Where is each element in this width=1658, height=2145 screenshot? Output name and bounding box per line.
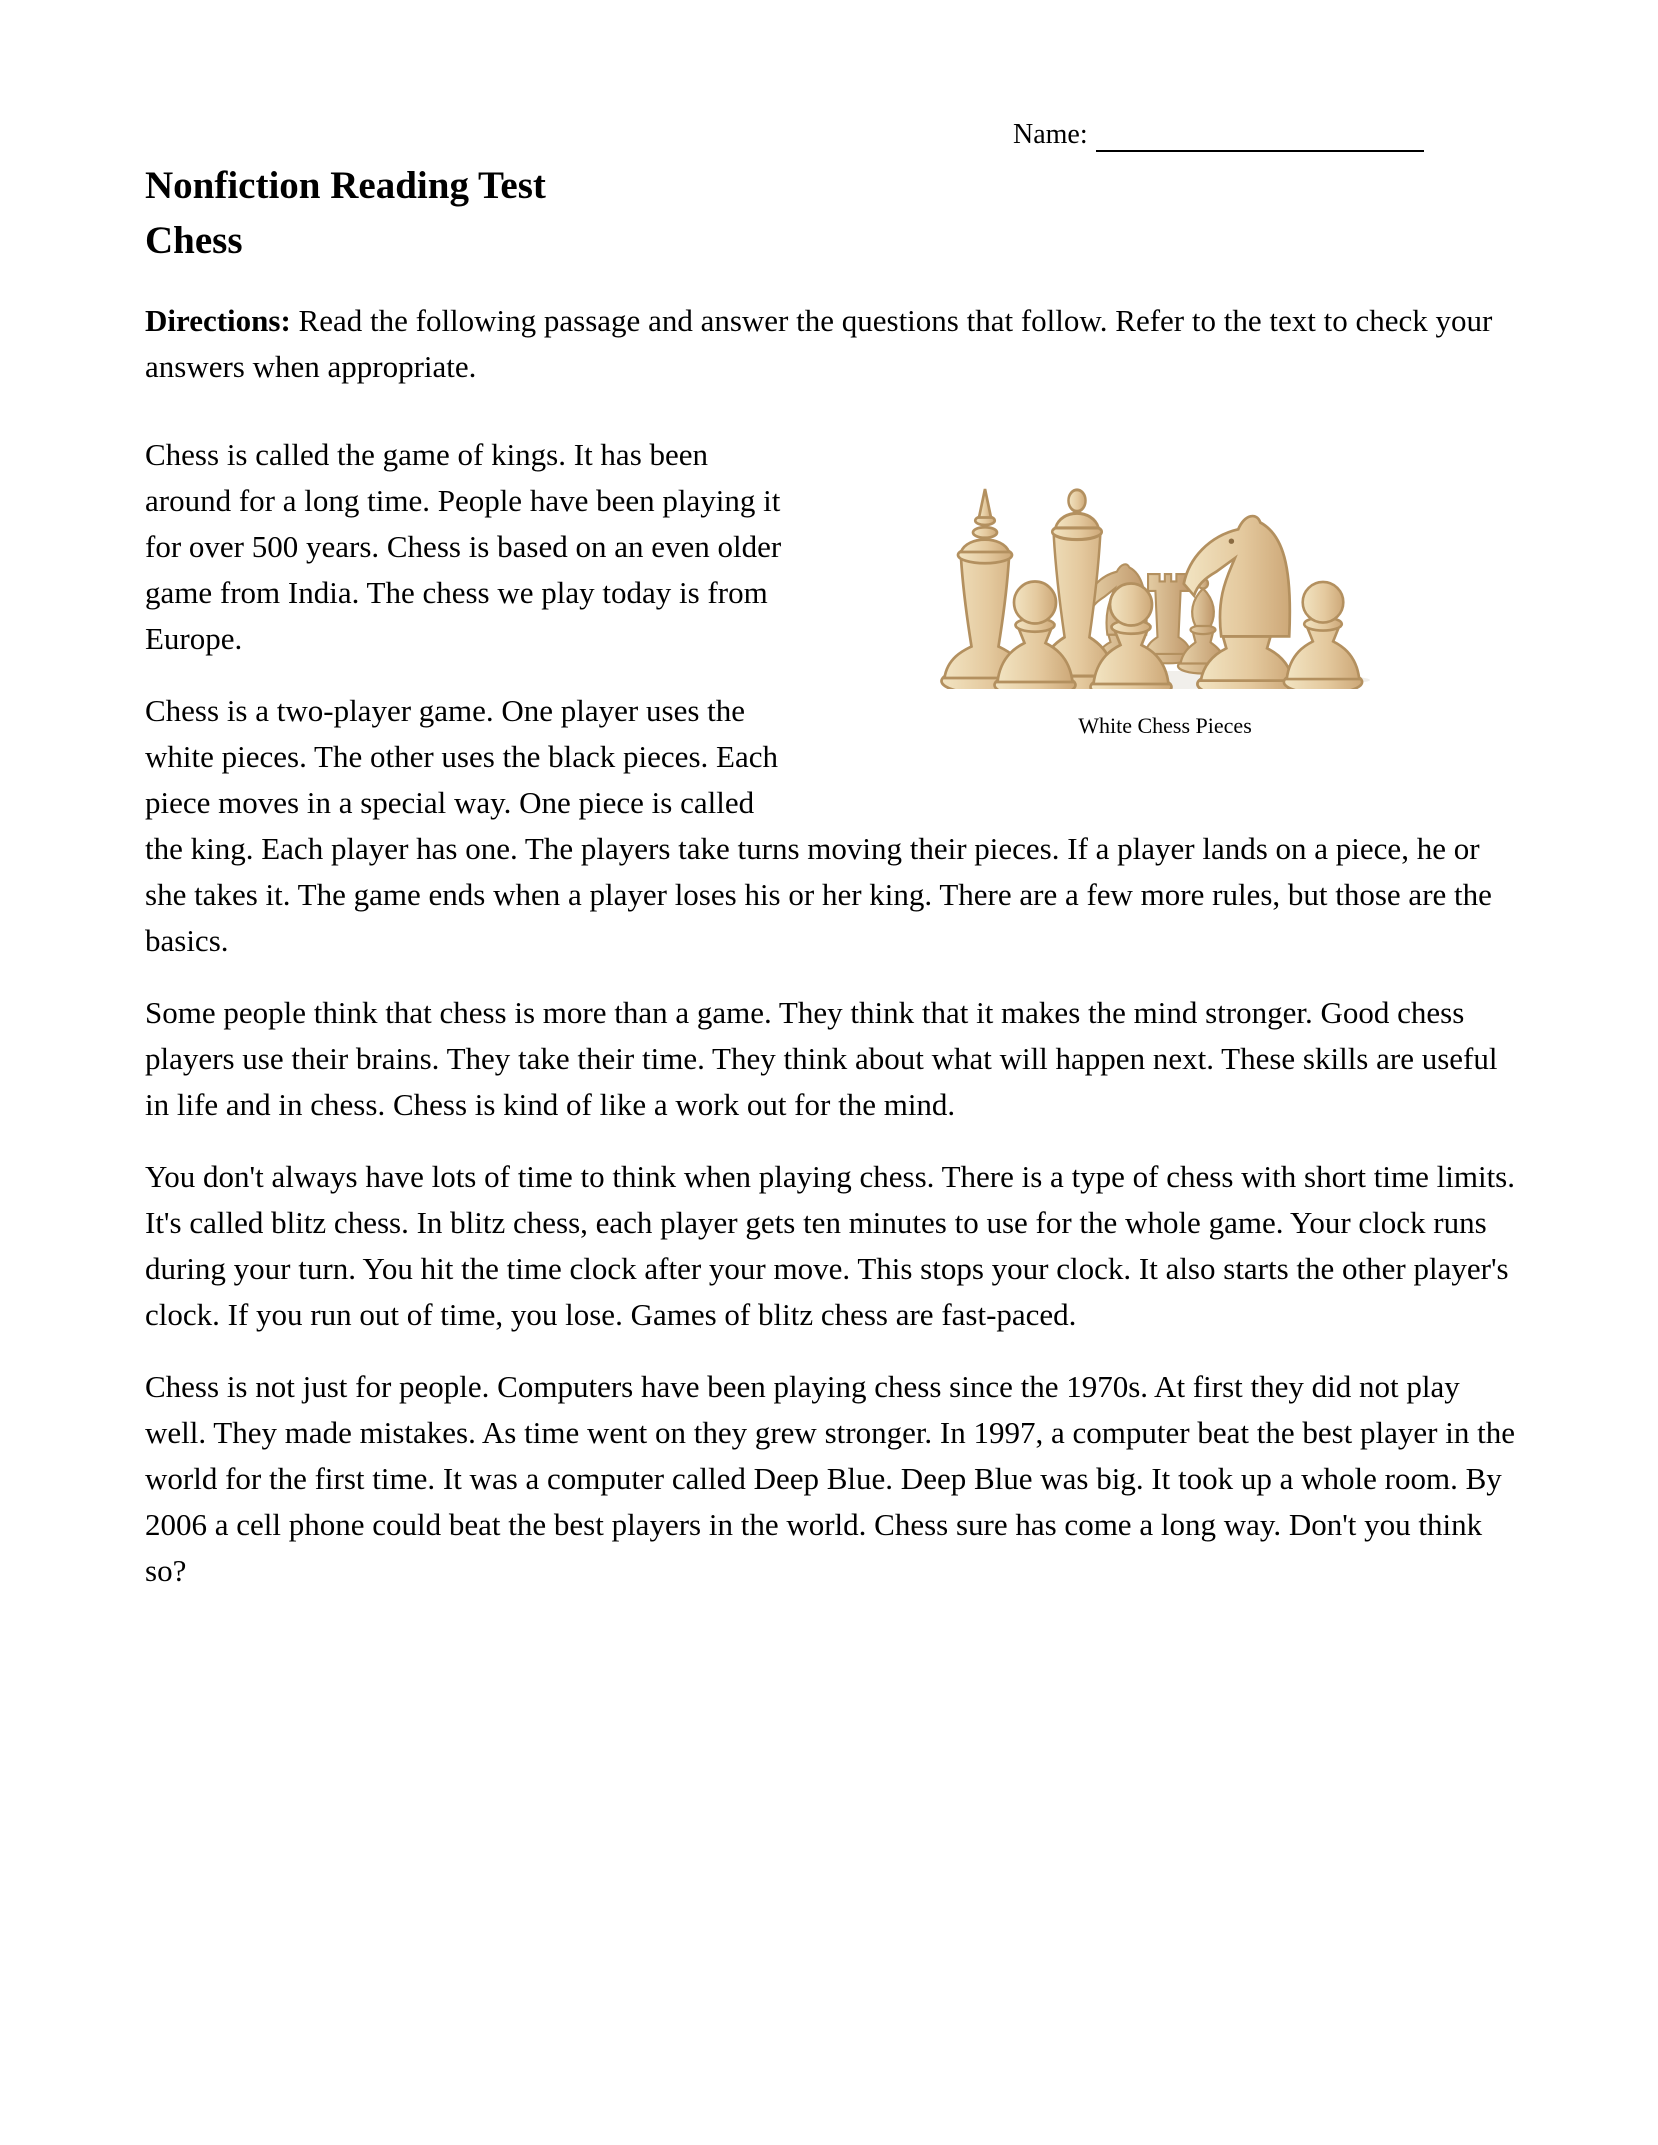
paragraph-2: Chess is a two-player game. One player uses the white pieces. The other uses the black pieces. Each piece moves in a special way. One piece is called the king. Each player has one. The players take turns moving their pieces. If a player lands on a piece, he or she takes it. The game ends when a player loses his or her king. There are a few more rules, but those are the basics. xyxy=(145,693,1492,958)
name-blank-line xyxy=(1096,130,1424,152)
chess-figure xyxy=(815,432,1515,807)
title-line-1: Nonfiction Reading Test xyxy=(145,164,546,207)
directions-label: Directions: xyxy=(145,303,291,338)
paragraph-4: You don't always have lots of time to think when playing chess. There is a type of chess with short time limits. It's called blitz chess. In blitz chess, each player gets ten minutes to use for the whole game. Your clock runs during your turn. You hit the time clock after your move. This stops your clock. It also starts the other player's clock. If you run out of time, you lose. Games of blitz chess are fast-paced. xyxy=(145,1159,1515,1332)
paragraph-1: Chess is called the game of kings. It has been around for a long time. People have been playing it for over 500 years. Chess is based on an even older game from India. The chess we play today is from Europe. xyxy=(145,437,782,656)
paragraph-5: Chess is not just for people. Computers have been playing chess since the 1970s. At first they did not play well. They made mistakes. As time went on they grew stronger. In 1997, a computer beat the best player in the world for the first time. It was a computer called Deep Blue. Deep Blue was big. It took up a whole room. By 2006 a cell phone could beat the best players in the world. Chess sure has come a long way. Don't you think so? xyxy=(145,1369,1515,1588)
passage xyxy=(145,432,1515,1594)
chess-pieces-photo xyxy=(925,454,1405,689)
directions xyxy=(145,298,1515,390)
directions-text: Read the following passage and answer the questions that follow. Refer to the text to check your answers when appropriate. xyxy=(145,303,1493,384)
name-label: Name: xyxy=(1013,119,1088,150)
name-row xyxy=(1013,0,1515,152)
title-line-2: Chess xyxy=(145,219,243,262)
page-title xyxy=(145,158,1515,268)
paragraph-3: Some people think that chess is more than a game. They think that it makes the mind stronger. Good chess players use their brains. They take their time. They think about what will happen next. These skills are useful in life and in chess. Chess is kind of like a work out for the mind. xyxy=(145,995,1498,1122)
figure-caption: White Chess Pieces xyxy=(1078,713,1252,738)
